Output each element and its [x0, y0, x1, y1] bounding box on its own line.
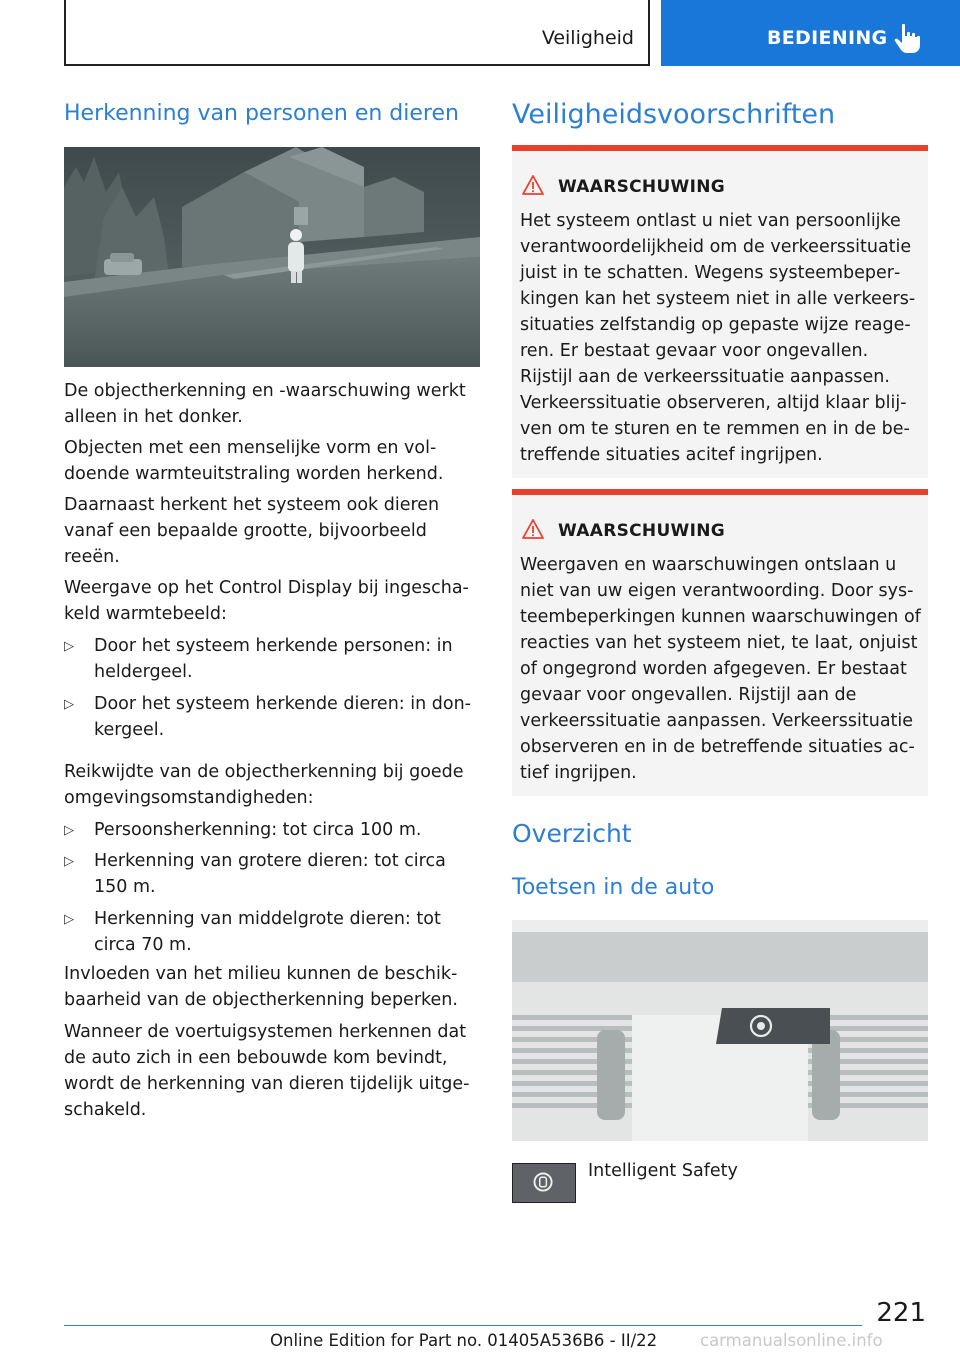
- list-item: [64, 633, 479, 685]
- list-item: [64, 691, 479, 743]
- triangle-right-icon: ▷: [64, 697, 74, 712]
- section-title-detection: Herkenning van personen en dieren: [64, 101, 459, 126]
- triangle-right-icon: ▷: [64, 823, 74, 838]
- paragraph-4: Weergave op het Control Display bij ingeschakeld warmtebeeld:: [64, 578, 469, 624]
- pointing-hand-icon: [893, 22, 923, 54]
- triangle-right-icon: ▷: [64, 639, 74, 654]
- triangle-right-icon: ▷: [64, 912, 74, 927]
- header-section-label: Veiligheid: [541, 27, 634, 49]
- warning-box: [512, 489, 928, 796]
- header-chapter-label: BEDIENING: [767, 27, 888, 49]
- section-title-overview: Overzicht: [512, 819, 632, 848]
- list-item-text: Herkenning van grotere dieren: tot circa 150 m.: [94, 851, 446, 897]
- paragraph-7: Wanneer de voertuigsystemen herkennen dat de auto zich in een bebouwde kom bevindt, wordt de herkenning van dieren tijdelijk uitgeschakeld.: [64, 1022, 470, 1120]
- list-item: [64, 906, 479, 958]
- list-item: [64, 848, 479, 900]
- paragraph-3: Daarnaast herkent het systeem ook dieren vanaf een bepaalde grootte, bijvoorbeeld reeën.: [64, 495, 440, 567]
- warning-text: Weergaven en waarschuwingen ontslaan u niet van uw eigen verantwoording. Door systeembeperkingen kunnen waarschuwingen of reacties van het systeem niet, te laat, onjuist of ongegrond worden afgegeven. Er bestaat gevaar voor ongevallen. Rijstijl aan de verkeerssituatie aanpassen. Verkeerssituatie observeren en in de betreffende situaties actief ingrijpen.: [520, 555, 921, 783]
- warning-triangle-icon: [522, 518, 544, 540]
- dashboard-buttons-image: [512, 920, 928, 1141]
- paragraph-6: Invloeden van het milieu kunnen de beschikbaarheid van de objectherkenning beperken.: [64, 964, 458, 1010]
- warning-label: WAARSCHUWING: [558, 521, 726, 541]
- list-item-text: Persoonsherkenning: tot circa 100 m.: [94, 820, 422, 840]
- page-number: 221: [876, 1298, 926, 1328]
- warning-text: Het systeem ontlast u niet van persoonlijke verantwoordelijkheid om de verkeerssituatie juist in te schatten. Wegens systeembeperkingen kan het systeem niet in alle verkeerssituaties zelfstandig op gepaste wijze reageren. Er bestaat gevaar voor ongevallen. Rijstijl aan de verkeerssituatie aanpassen. Verkeerssituatie observeren, altijd klaar blijven om te sturen en te remmen en in de betreffende situaties acitef ingrijpen.: [520, 211, 916, 465]
- section-title-safety: Veiligheidsvoorschriften: [512, 99, 836, 130]
- list-item-text: Door het systeem herkende dieren: in donkergeel.: [94, 694, 471, 740]
- watermark: carmanualsonline.info: [700, 1331, 883, 1350]
- warning-label: WAARSCHUWING: [558, 177, 726, 197]
- intelligent-safety-icon: [513, 1164, 575, 1202]
- list-item-text: Door het systeem herkende personen: in heldergeel.: [94, 636, 453, 682]
- header-chapter-tab: [661, 0, 960, 66]
- footer-divider: [64, 1325, 862, 1326]
- footer-edition: Online Edition for Part no. 01405A536B6 - II/22: [270, 1331, 658, 1350]
- header-section-tab: [64, 0, 650, 66]
- subsection-title-buttons: Toetsen in de auto: [512, 875, 715, 900]
- warning-box: [512, 145, 928, 478]
- warning-triangle-icon: [522, 174, 544, 196]
- intelligent-safety-button: [512, 1163, 576, 1203]
- paragraph-2: Objecten met een menselijke vorm en voldoende warmteuitstraling worden herkend.: [64, 438, 444, 484]
- list-item: [64, 817, 479, 843]
- night-vision-image: [64, 147, 480, 367]
- list-item-text: Herkenning van middelgrote dieren: tot circa 70 m.: [94, 909, 441, 955]
- paragraph-5: Reikwijdte van de objectherkenning bij goede omgevingsomstandigheden:: [64, 762, 464, 808]
- intelligent-safety-label: Intelligent Safety: [588, 1161, 738, 1181]
- paragraph-1: De objectherkenning en -waarschuwing werkt alleen in het donker.: [64, 381, 466, 427]
- triangle-right-icon: ▷: [64, 854, 74, 869]
